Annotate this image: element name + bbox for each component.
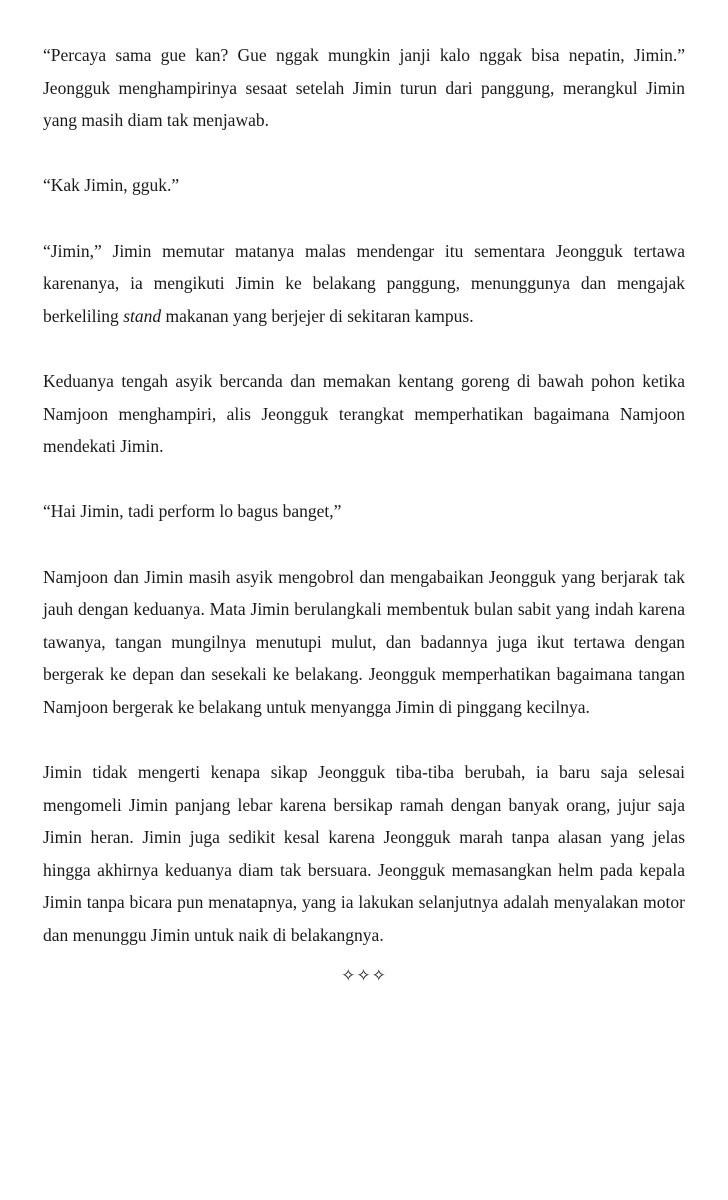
paragraph-7: Jimin tidak mengerti kenapa sikap Jeongguk tiba-tiba berubah, ia baru saja selesai mengomeli Jimin panjang lebar karena bersikap ramah dengan banyak orang, jujur saja Jimin heran. Jimin juga sedikit kesal karena Jeongguk marah tanpa alasan yang jelas hingga akhirnya keduanya diam tak bersuara. Jeongguk memasangkan helm pada kepala Jimin tanpa bicara pun menatapnya, yang ia lakukan selanjutnya adalah menyalakan motor dan menunggu Jimin untuk naik di belakangnya. — [43, 762, 685, 946]
story-page — [43, 39, 685, 988]
paragraph-2: “Kak Jimin, gguk.” — [43, 175, 180, 196]
paragraph-3 — [43, 235, 685, 333]
paragraph-6: Namjoon dan Jimin masih asyik mengobrol dan mengabaikan Jeongguk yang berjarak tak jauh dengan keduanya. Mata Jimin berulangkali membentuk bulan sabit yang indah karena tawanya, tangan mungilnya menutupi mulut, dan badannya juga ikut tertawa dengan bergerak ke depan dan sesekali ke belakang. Jeongguk memperhatikan bagaimana tangan Namjoon bergerak ke belakang untuk menyangga Jimin di pinggang kecilnya. — [43, 566, 685, 717]
paragraph-3-italic-word: stand — [123, 305, 162, 326]
section-divider: ✧✧✧ — [341, 966, 387, 986]
paragraph-3-part-1: “Jimin,” Jimin memutar matanya malas mendengar itu sementara Jeongguk tertawa karenanya, ia mengikuti Jimin ke belakang panggung, menunggunya dan mengajak berkeliling — [43, 240, 685, 326]
paragraph-3-part-2: makanan yang berjejer di sekitaran kampus. — [161, 305, 474, 326]
paragraph-5: “Hai Jimin, tadi perform lo bagus banget,” — [43, 501, 342, 522]
paragraph-4: Keduanya tengah asyik bercanda dan memakan kentang goreng di bawah pohon ketika Namjoon menghampiri, alis Jeongguk terangkat memperhatikan bagaimana Namjoon mendekati Jimin. — [43, 370, 685, 457]
paragraph-1: “Percaya sama gue kan? Gue nggak mungkin janji kalo nggak bisa nepatin, Jimin.” Jeongguk menghampirinya sesaat setelah Jimin turun dari panggung, merangkul Jimin yang masih diam tak menjawab. — [43, 45, 685, 131]
